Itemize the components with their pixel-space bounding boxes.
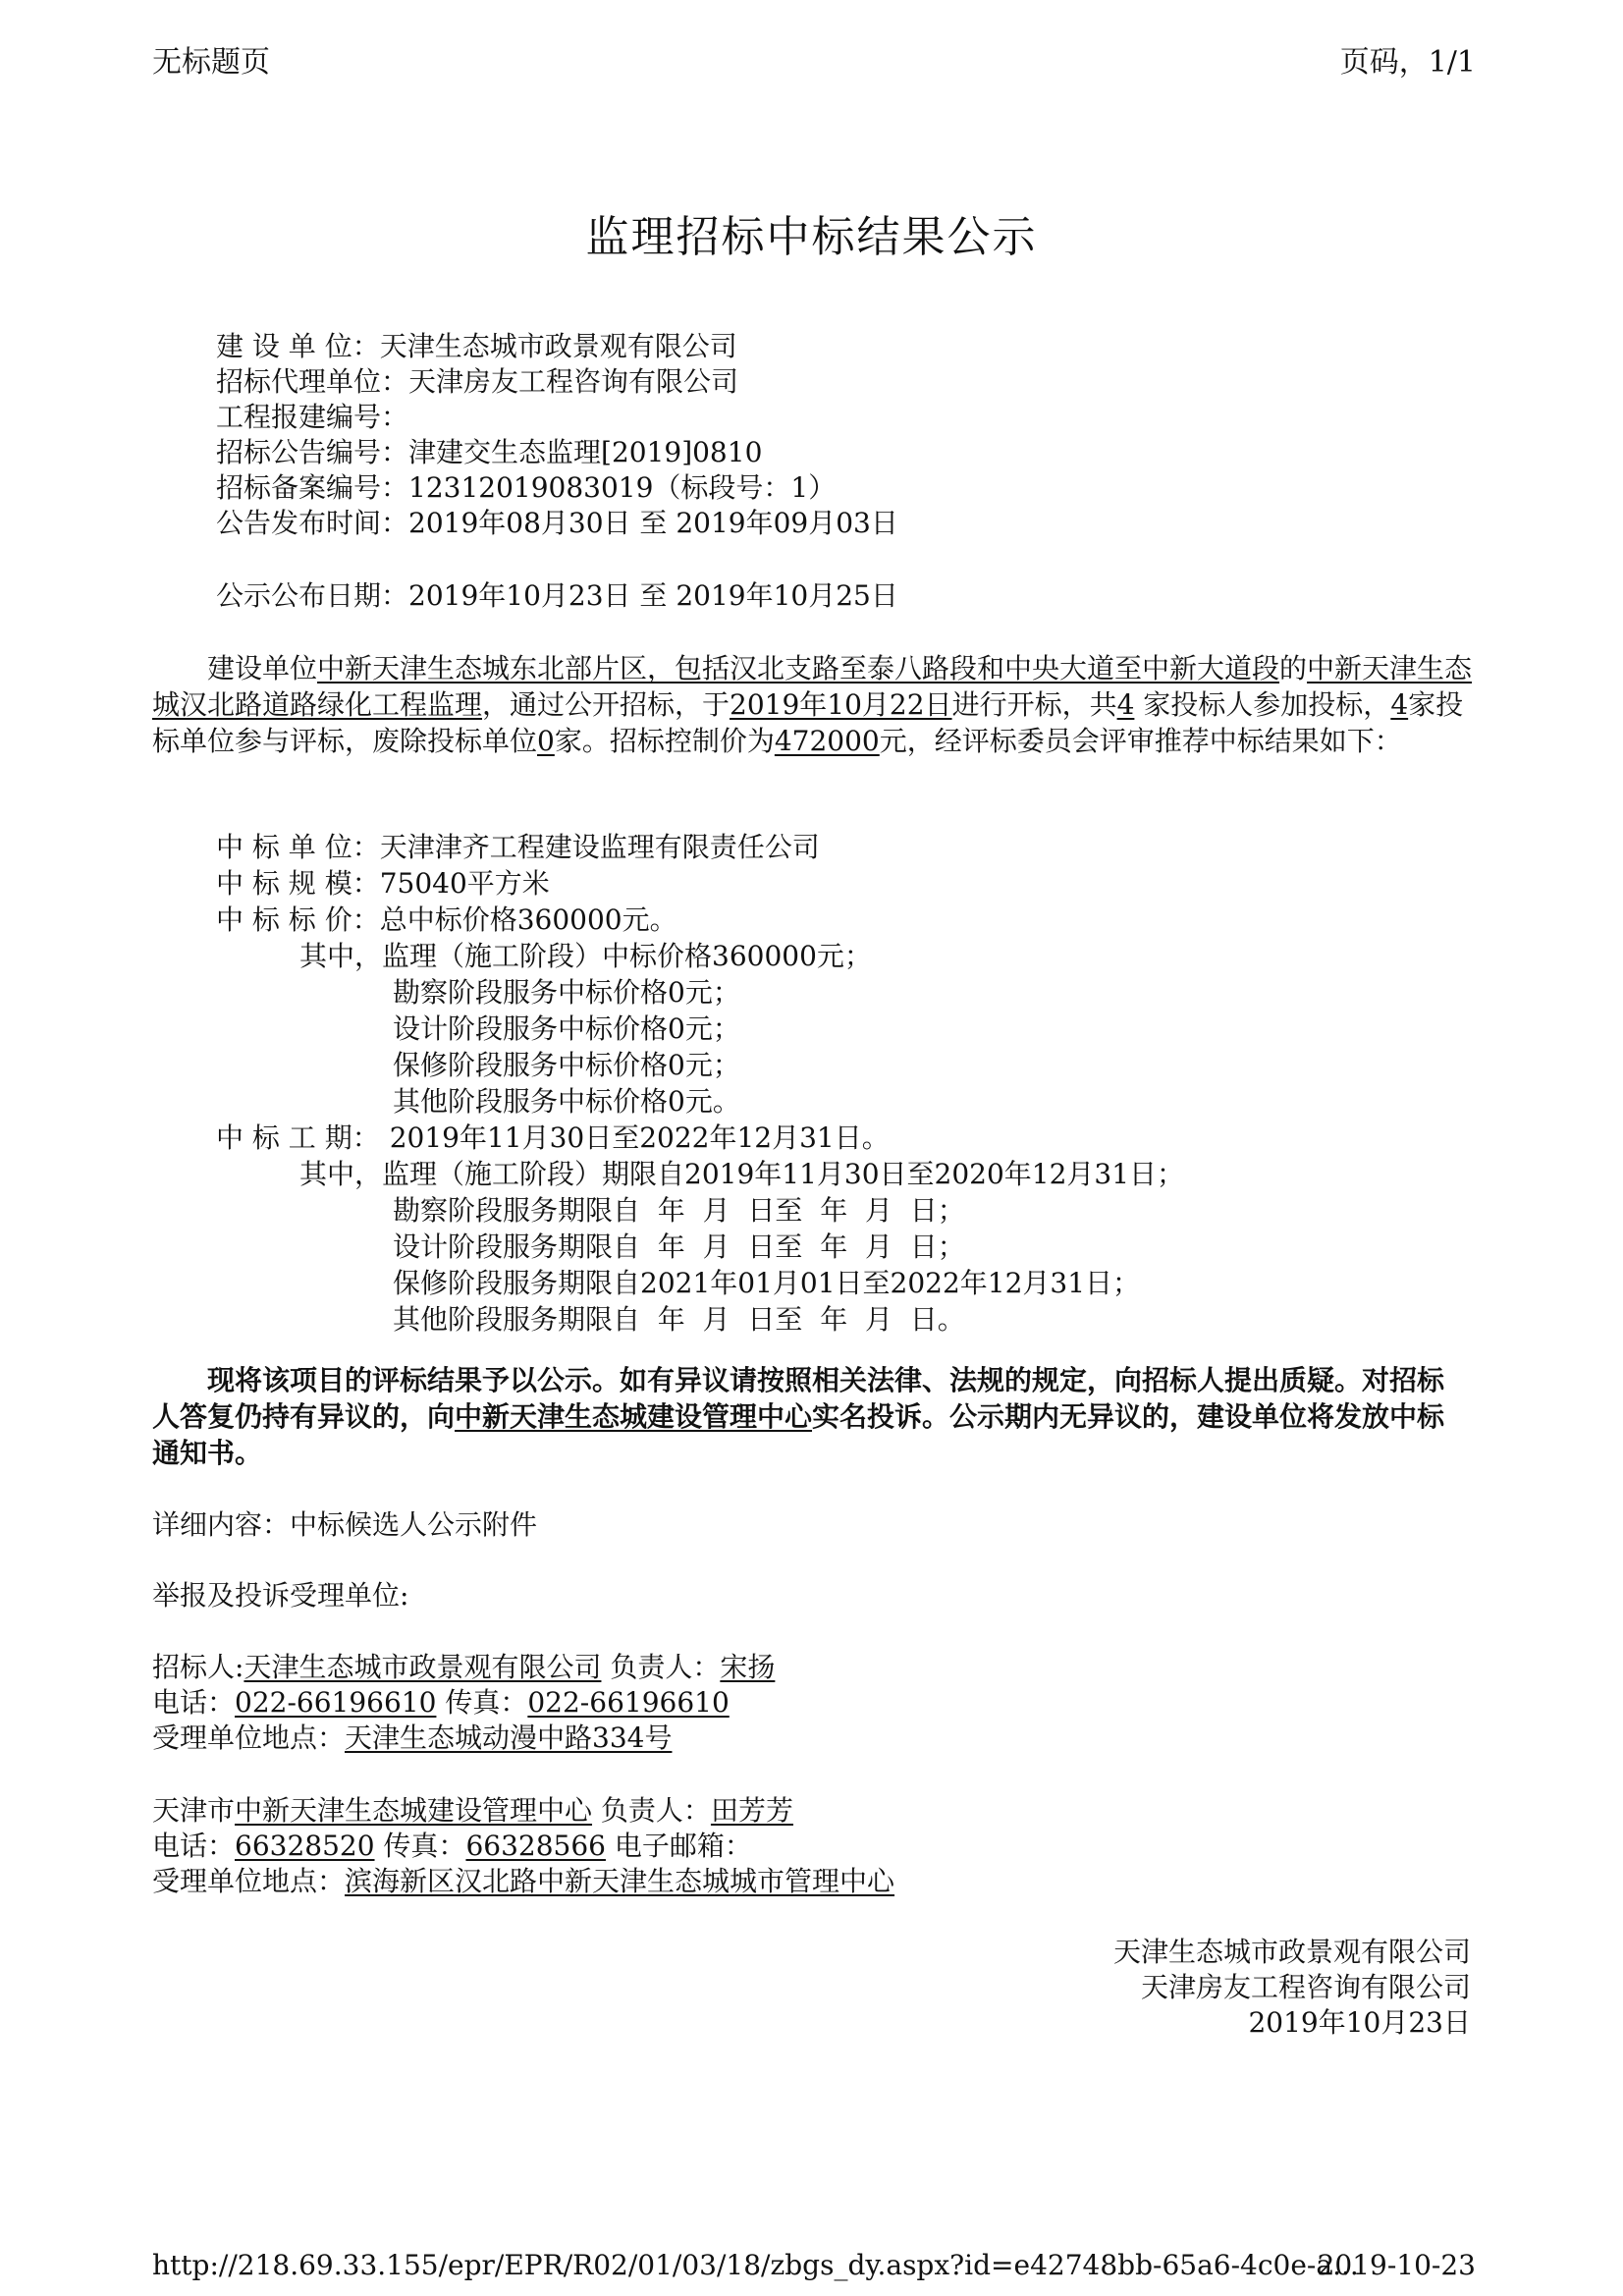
breakdown-item: 监理（施工阶段）中标价格360000元； [382,940,872,972]
authority-address-row [152,1864,894,1899]
eval-unit-count: 4 [1390,688,1409,721]
bidder-count: 4 [1116,688,1135,721]
tenderer-name: 天津生态城市政景观有限公司 [243,1651,602,1683]
breakdown-item: 设计阶段服务中标价格0元； [393,1012,740,1045]
winner-row [216,830,820,865]
authority-phone: 66328520 [235,1830,375,1862]
intro-text: 元，经评标委员会评审推荐中标结果如下： [879,725,1402,757]
contact-label: 负责人： [601,1651,721,1683]
tenderer-row [152,1650,775,1685]
info-row [216,435,762,470]
fax-label: 传真： [374,1830,466,1862]
info-row [216,400,408,435]
info-row [216,329,737,364]
contact-label: 负责人： [592,1794,711,1827]
price-value: 总中标价格360000元。 [379,903,677,936]
open-date: 2019年10月22日 [730,688,952,721]
tenderer-address: 天津生态城动漫中路334号 [345,1722,673,1754]
address-label: 受理单位地点： [152,1865,346,1897]
signature-date: 2019年10月23日 [1248,2006,1471,2039]
info-value: 天津房友工程咨询有限公司 [408,365,739,398]
intro-paragraph [152,650,1478,759]
rejected-count: 0 [537,725,555,757]
tenderer-fax: 022-66196610 [527,1686,730,1719]
footer-url: http://218.69.33.155/epr/EPR/R02/01/03/18/zbgs_dy.aspx?id=e42748bb-65a6-4c0e-a... [152,2249,1359,2281]
tenderer-label: 招标人: [152,1651,244,1683]
breakdown-item: 其他阶段服务中标价格0元。 [393,1085,740,1118]
period-row [216,1121,890,1156]
winner-name: 天津津齐工程建设监理有限责任公司 [379,831,820,863]
intro-text: 家。招标控制价为 [554,725,775,757]
result-label: 中 标 单 位： [216,831,380,863]
breakdown-label: 其中， [299,940,383,972]
authority-prefix: 天津市 [152,1794,236,1827]
period-value: 2019年11月30日至2022年12月31日。 [389,1121,890,1154]
management-center: 中新天津生态城建设管理中心 [455,1400,813,1433]
tenderer-address-row [152,1721,672,1756]
tenderer-phone-row [152,1685,730,1721]
notice-text: 现将该项目的评标结果予以公示。如有异议请按照相关法律、法规的规定，向招标人提出质疑。对招标人答复仍持有异议的，向 [152,1364,1445,1433]
info-label: 建 设 单 位： [216,330,380,362]
breakdown-item: 保修阶段服务中标价格0元； [393,1049,740,1081]
info-value: 2019年10月23日 至 2019年10月25日 [408,579,898,612]
breakdown-item: 其他阶段服务期限自 年 月 日至 年 月 日。 [393,1303,965,1336]
info-row [216,506,898,541]
info-value: 12312019083019（标段号：1） [408,471,837,504]
info-label: 公示公布日期： [216,579,409,612]
breakdown-item: 监理（施工阶段）期限自2019年11月30日至2020年12月31日； [382,1158,1185,1190]
breakdown-item: 设计阶段服务期限自 年 月 日至 年 月 日； [393,1230,965,1263]
result-label: 中 标 标 价： [216,903,380,936]
period-breakdown-row [299,1157,1184,1192]
authority-row [152,1793,793,1829]
page-title: 监理招标中标结果公示 [585,212,1038,262]
project-name: 中新天津生态城汉北路道路绿化工程监理 [152,652,1473,721]
intro-text: 家投标单位参与评标，废除投标单位 [152,688,1464,757]
result-label: 中 标 工 期： [216,1121,380,1154]
info-label: 公告发布时间： [216,507,409,539]
phone-label: 电话： [152,1686,236,1719]
email-label: 电子邮箱： [605,1830,752,1862]
signature-org1: 天津生态城市政景观有限公司 [1112,1936,1471,1968]
info-label: 招标代理单位： [216,365,409,398]
price-breakdown-row [299,939,872,974]
info-row [216,470,836,506]
breakdown-item: 勘察阶段服务期限自 年 月 日至 年 月 日； [393,1194,965,1227]
address-label: 受理单位地点： [152,1722,346,1754]
complaint-header: 举报及投诉受理单位: [152,1579,409,1612]
intro-text: 的 [1279,652,1308,684]
info-label: 招标公告编号： [216,436,409,468]
detail-line: 详细内容：中标候选人公示附件 [152,1508,538,1541]
fax-label: 传真： [436,1686,528,1719]
info-row [216,364,738,400]
result-label: 中 标 规 模： [216,867,380,900]
authority-contact: 田芳芳 [710,1794,793,1827]
info-label: 工程报建编号： [216,401,409,433]
project-location: 中新天津生态城东北部片区，包括汉北支路至泰八路段和中央大道至中新大道段 [317,652,1280,684]
intro-text: 进行开标，共 [951,688,1117,721]
control-price: 472000 [774,725,880,757]
phone-label: 电话： [152,1830,236,1862]
authority-name: 中新天津生态城建设管理中心 [235,1794,593,1827]
info-value: 津建交生态监理[2019]0810 [408,436,763,468]
signature-org2: 天津房友工程咨询有限公司 [1140,1971,1471,2003]
footer-date: 2019-10-23 [1317,2249,1476,2281]
breakdown-label: 其中， [299,1158,383,1190]
authority-address: 滨海新区汉北路中新天津生态城城市管理中心 [345,1865,895,1897]
authority-phone-row [152,1829,752,1864]
intro-text: 建设单位 [207,652,318,684]
notice-paragraph [152,1362,1468,1471]
info-value: 天津生态城市政景观有限公司 [379,330,737,362]
tenderer-phone: 022-66196610 [235,1686,437,1719]
scale-row [216,866,550,902]
authority-fax: 66328566 [465,1830,606,1862]
scale-value: 75040平方米 [379,867,550,900]
tenderer-contact: 宋扬 [720,1651,776,1683]
info-label: 招标备案编号： [216,471,409,504]
info-value: 2019年08月30日 至 2019年09月03日 [408,507,898,539]
notice-text: 实名投诉。公示期内无异议的，建设单位将发放中标通知书。 [152,1400,1445,1469]
header-left: 无标题页 [152,45,270,80]
breakdown-item: 保修阶段服务期限自2021年01月01日至2022年12月31日； [393,1267,1141,1299]
intro-text: 家投标人参加投标， [1134,688,1391,721]
price-row [216,902,677,938]
header-page-number: 页码，1/1 [1339,45,1476,80]
intro-text: ，通过公开招标，于 [482,688,730,721]
publicity-date-row [216,578,898,614]
breakdown-item: 勘察阶段服务中标价格0元； [393,976,740,1009]
